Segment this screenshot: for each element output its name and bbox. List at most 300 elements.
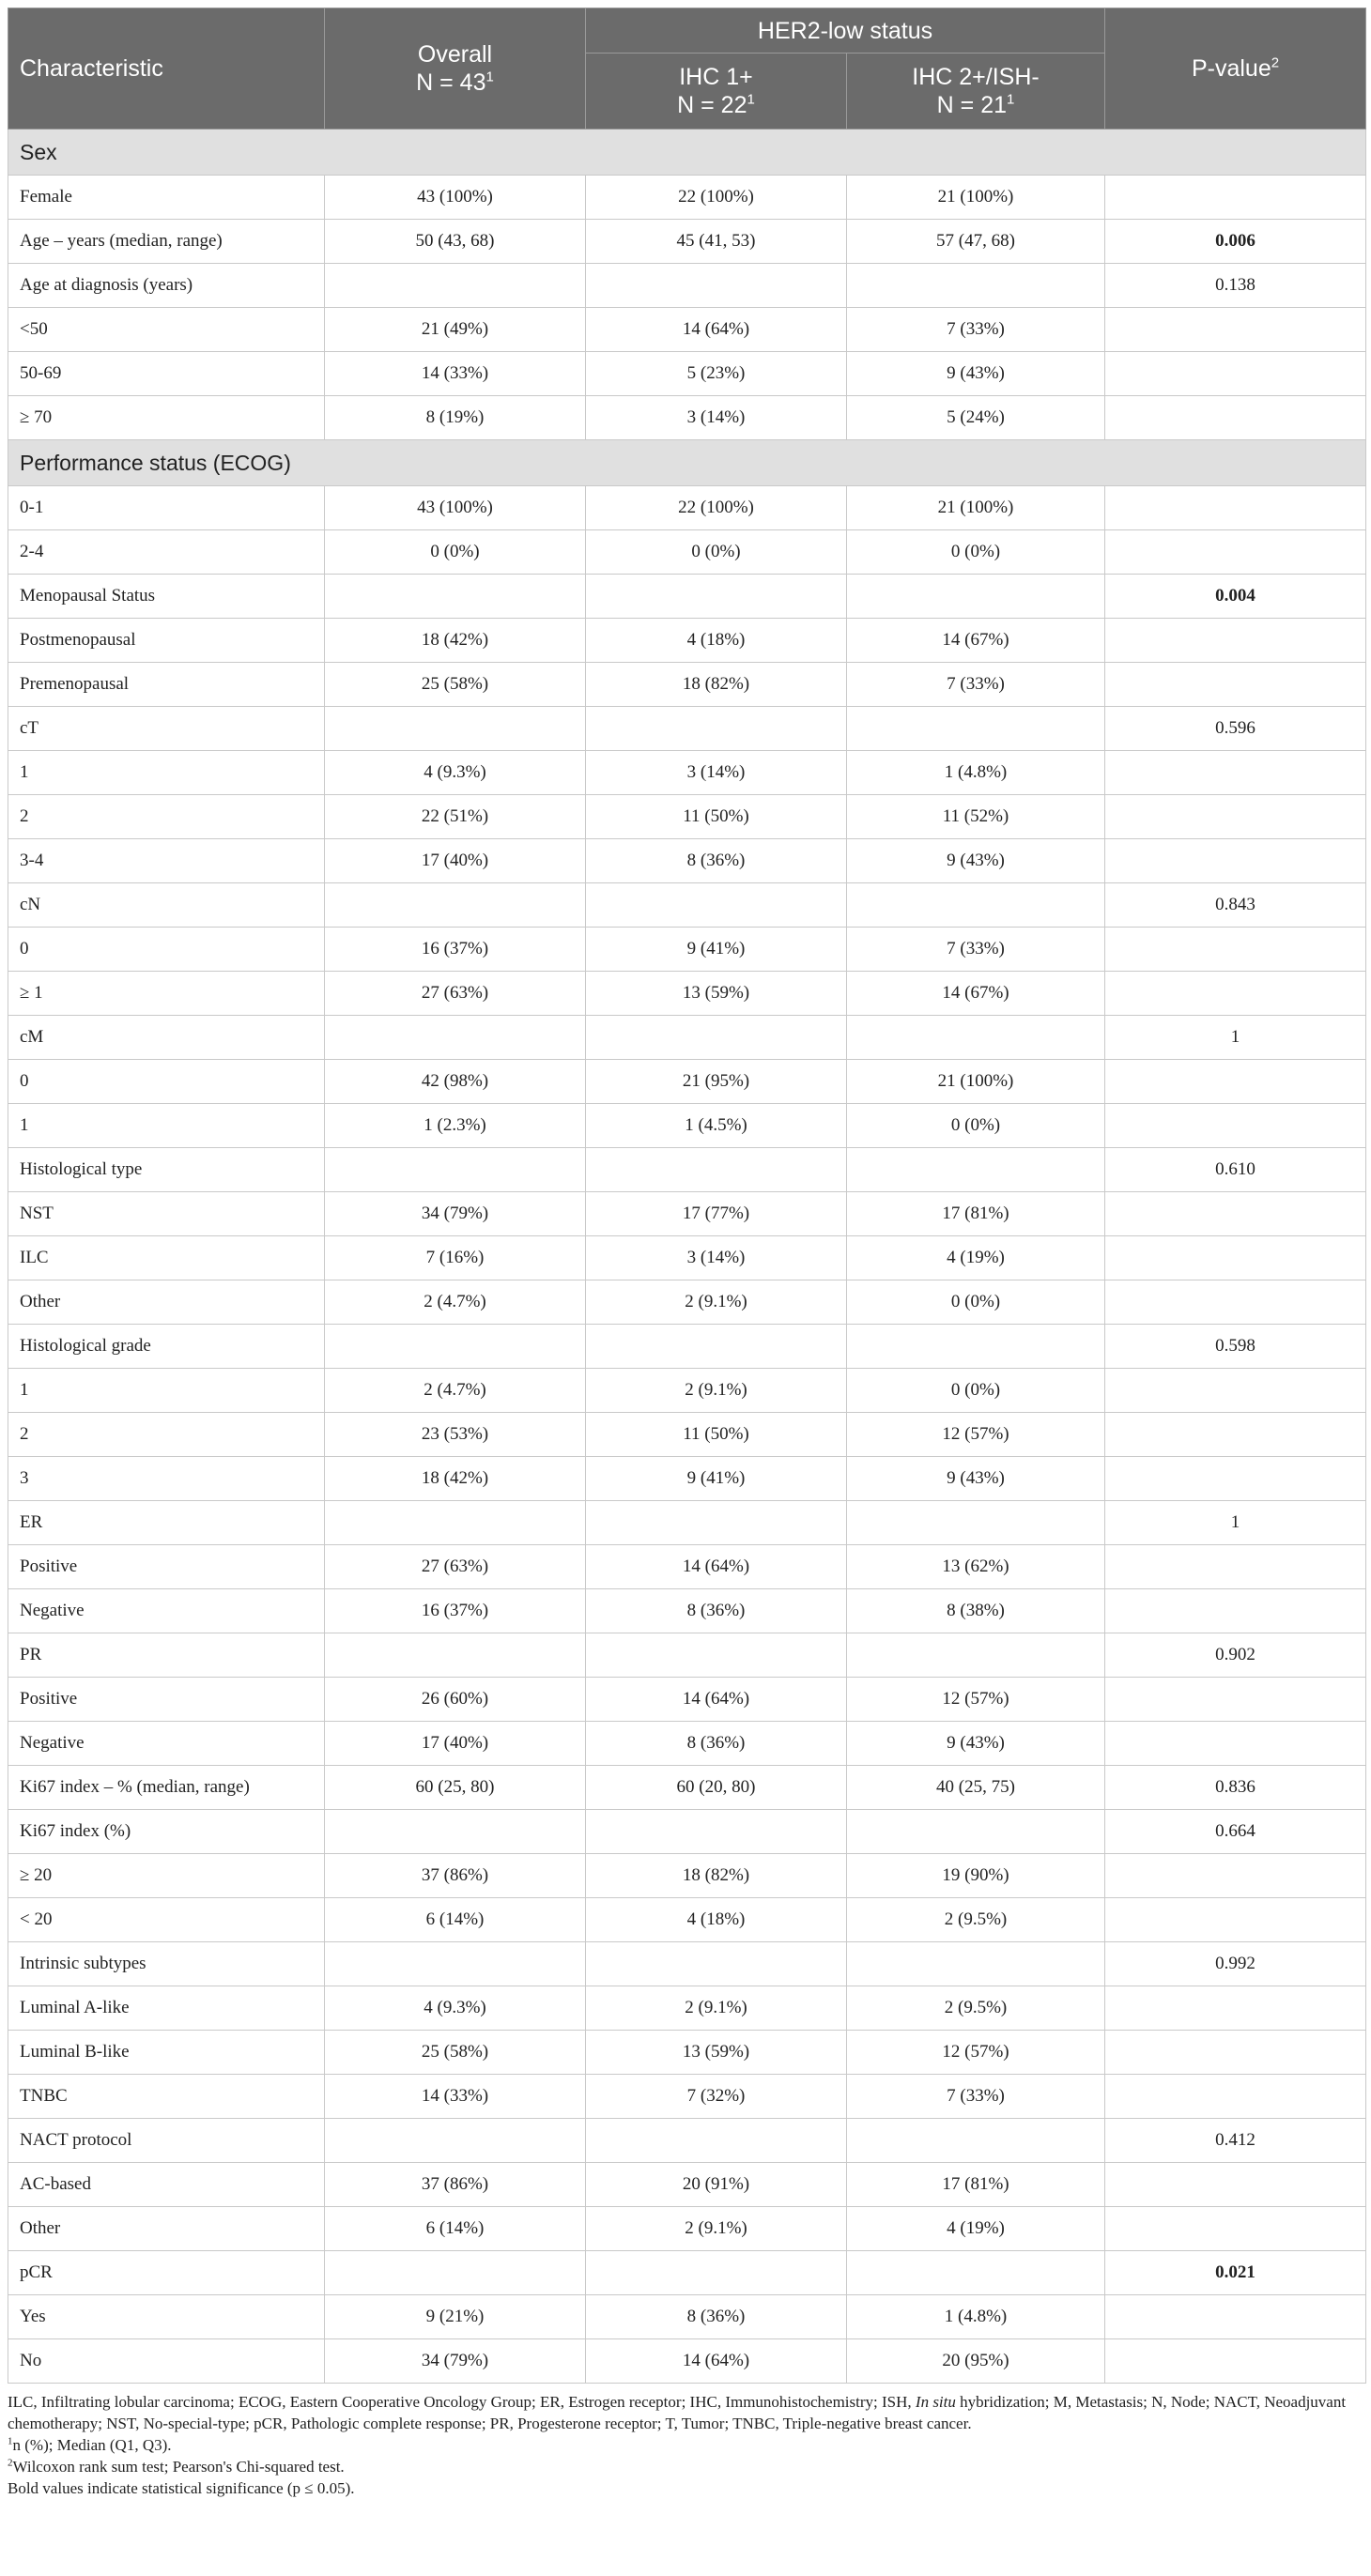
header-ihc1-label: IHC 1+	[679, 64, 753, 90]
table-row	[8, 795, 1366, 839]
row-label: 1	[8, 1104, 325, 1148]
cell-overall	[325, 575, 586, 619]
cell-ihc1: 3 (14%)	[586, 1236, 847, 1280]
cell-ihc1	[586, 2251, 847, 2295]
cell-ihc2	[847, 1016, 1105, 1060]
cell-pvalue	[1105, 352, 1366, 396]
cell-pvalue	[1105, 1986, 1366, 2031]
cell-ihc2: 19 (90%)	[847, 1854, 1105, 1898]
cell-ihc1	[586, 707, 847, 751]
table-row	[8, 1766, 1366, 1810]
table-row	[8, 2207, 1366, 2251]
cell-overall: 25 (58%)	[325, 2031, 586, 2075]
cell-pvalue	[1105, 176, 1366, 220]
cell-overall: 1 (2.3%)	[325, 1104, 586, 1148]
header-overall-label: Overall	[417, 41, 493, 68]
table-container	[8, 8, 1365, 2499]
cell-overall: 42 (98%)	[325, 1060, 586, 1104]
cell-ihc1	[586, 2119, 847, 2163]
cell-overall: 4 (9.3%)	[325, 751, 586, 795]
cell-ihc2: 14 (67%)	[847, 972, 1105, 1016]
table-row	[8, 1589, 1366, 1633]
cell-ihc1: 4 (18%)	[586, 619, 847, 663]
abbreviations-note	[8, 2391, 1365, 2434]
table-row	[8, 1457, 1366, 1501]
header-ihc2-label: IHC 2+/ISH-	[912, 64, 1040, 90]
row-label: Intrinsic subtypes	[8, 1942, 325, 1986]
cell-overall: 7 (16%)	[325, 1236, 586, 1280]
table-row	[8, 1369, 1366, 1413]
cell-pvalue	[1105, 795, 1366, 839]
row-label: Postmenopausal	[8, 619, 325, 663]
cell-ihc1	[586, 575, 847, 619]
cell-ihc1: 13 (59%)	[586, 972, 847, 1016]
table-row	[8, 1898, 1366, 1942]
table-row	[8, 1722, 1366, 1766]
cell-ihc1: 14 (64%)	[586, 308, 847, 352]
cell-overall: 26 (60%)	[325, 1678, 586, 1722]
abbreviations-text-1: ILC, Infiltrating lobular carcinoma; ECOG, Eastern Cooperative Oncology Group; ER, Estrogen receptor; IHC, Immunohistochemistry; ISH,	[8, 2393, 916, 2411]
cell-ihc1: 8 (36%)	[586, 839, 847, 883]
cell-ihc2	[847, 2119, 1105, 2163]
cell-pvalue	[1105, 2031, 1366, 2075]
cell-ihc1: 18 (82%)	[586, 663, 847, 707]
cell-ihc1: 22 (100%)	[586, 486, 847, 530]
cell-pvalue	[1105, 1457, 1366, 1501]
row-label: AC-based	[8, 2163, 325, 2207]
table-row	[8, 1104, 1366, 1148]
table-row	[8, 1545, 1366, 1589]
cell-ihc1: 22 (100%)	[586, 176, 847, 220]
table-row	[8, 1854, 1366, 1898]
cell-overall	[325, 1942, 586, 1986]
cell-ihc2	[847, 1501, 1105, 1545]
row-label: 50-69	[8, 352, 325, 396]
table-row	[8, 1413, 1366, 1457]
footnote-2	[8, 2456, 1365, 2477]
cell-ihc2: 57 (47, 68)	[847, 220, 1105, 264]
cell-ihc2	[847, 707, 1105, 751]
cell-ihc2	[847, 1810, 1105, 1854]
cell-ihc1: 13 (59%)	[586, 2031, 847, 2075]
cell-ihc1: 4 (18%)	[586, 1898, 847, 1942]
cell-pvalue	[1105, 663, 1366, 707]
cell-ihc1: 11 (50%)	[586, 1413, 847, 1457]
cell-ihc1: 9 (41%)	[586, 1457, 847, 1501]
table-row	[8, 1192, 1366, 1236]
cell-pvalue: 0.006	[1105, 220, 1366, 264]
cell-overall	[325, 707, 586, 751]
cell-pvalue	[1105, 1192, 1366, 1236]
cell-overall: 16 (37%)	[325, 1589, 586, 1633]
cell-ihc2	[847, 1325, 1105, 1369]
cell-overall	[325, 2119, 586, 2163]
cell-overall: 4 (9.3%)	[325, 1986, 586, 2031]
table-row	[8, 2163, 1366, 2207]
row-label: Negative	[8, 1589, 325, 1633]
header-characteristic: Characteristic	[8, 8, 325, 130]
cell-pvalue	[1105, 1104, 1366, 1148]
cell-overall	[325, 1148, 586, 1192]
cell-pvalue	[1105, 1369, 1366, 1413]
cell-ihc1	[586, 883, 847, 928]
table-row	[8, 2075, 1366, 2119]
cell-ihc2: 21 (100%)	[847, 176, 1105, 220]
cell-overall	[325, 2251, 586, 2295]
table-row	[8, 883, 1366, 928]
table-row	[8, 751, 1366, 795]
row-label: Positive	[8, 1545, 325, 1589]
row-label: Luminal A-like	[8, 1986, 325, 2031]
cell-pvalue	[1105, 2295, 1366, 2339]
table-row	[8, 1148, 1366, 1192]
cell-pvalue	[1105, 1678, 1366, 1722]
cell-overall	[325, 264, 586, 308]
table-body	[8, 130, 1366, 2384]
cell-pvalue: 0.992	[1105, 1942, 1366, 1986]
cell-pvalue: 0.843	[1105, 883, 1366, 928]
cell-pvalue: 0.596	[1105, 707, 1366, 751]
table-row	[8, 1678, 1366, 1722]
cell-overall: 25 (58%)	[325, 663, 586, 707]
table-row	[8, 2119, 1366, 2163]
header-pvalue-label: P-value	[1191, 55, 1271, 82]
cell-overall: 0 (0%)	[325, 530, 586, 575]
cell-ihc1: 2 (9.1%)	[586, 1369, 847, 1413]
cell-overall: 6 (14%)	[325, 1898, 586, 1942]
cell-ihc1: 8 (36%)	[586, 1722, 847, 1766]
cell-overall: 2 (4.7%)	[325, 1280, 586, 1325]
header-her2-low-status: HER2-low status	[586, 8, 1105, 54]
table-row	[8, 352, 1366, 396]
section-row	[8, 130, 1366, 176]
cell-ihc2: 12 (57%)	[847, 1678, 1105, 1722]
cell-ihc2: 0 (0%)	[847, 1280, 1105, 1325]
cell-ihc1: 2 (9.1%)	[586, 2207, 847, 2251]
table-row	[8, 1501, 1366, 1545]
row-label: 3-4	[8, 839, 325, 883]
table-header	[8, 8, 1366, 130]
footnote-2-marker: 2	[8, 2457, 13, 2469]
cell-ihc1	[586, 1325, 847, 1369]
row-label: NACT protocol	[8, 2119, 325, 2163]
footnotes	[8, 2391, 1365, 2499]
cell-ihc1: 17 (77%)	[586, 1192, 847, 1236]
cell-overall: 9 (21%)	[325, 2295, 586, 2339]
cell-ihc1: 3 (14%)	[586, 751, 847, 795]
cell-overall: 50 (43, 68)	[325, 220, 586, 264]
header-ihc2-n: N = 21	[936, 92, 1008, 118]
cell-ihc2: 0 (0%)	[847, 1104, 1105, 1148]
table-row	[8, 1236, 1366, 1280]
cell-ihc1: 18 (82%)	[586, 1854, 847, 1898]
cell-pvalue	[1105, 2339, 1366, 2384]
footnote-1-text: n (%); Median (Q1, Q3).	[12, 2436, 172, 2454]
row-label: Histological grade	[8, 1325, 325, 1369]
cell-overall: 43 (100%)	[325, 176, 586, 220]
cell-ihc1: 8 (36%)	[586, 1589, 847, 1633]
row-label: NST	[8, 1192, 325, 1236]
cell-ihc2: 9 (43%)	[847, 1722, 1105, 1766]
cell-ihc1: 9 (41%)	[586, 928, 847, 972]
table-row	[8, 1942, 1366, 1986]
row-label: Premenopausal	[8, 663, 325, 707]
row-label: ≥ 20	[8, 1854, 325, 1898]
row-label: < 20	[8, 1898, 325, 1942]
row-label: ≥ 70	[8, 396, 325, 440]
cell-pvalue: 0.021	[1105, 2251, 1366, 2295]
cell-overall: 60 (25, 80)	[325, 1766, 586, 1810]
table-row	[8, 2339, 1366, 2384]
row-label: Ki67 index – % (median, range)	[8, 1766, 325, 1810]
row-label: No	[8, 2339, 325, 2384]
cell-ihc2: 9 (43%)	[847, 839, 1105, 883]
row-label: 2	[8, 1413, 325, 1457]
cell-pvalue: 0.610	[1105, 1148, 1366, 1192]
table-row	[8, 396, 1366, 440]
row-label: Yes	[8, 2295, 325, 2339]
cell-overall: 22 (51%)	[325, 795, 586, 839]
cell-pvalue	[1105, 619, 1366, 663]
cell-pvalue: 0.598	[1105, 1325, 1366, 1369]
cell-ihc1: 14 (64%)	[586, 2339, 847, 2384]
cell-ihc2	[847, 1942, 1105, 1986]
cell-ihc2: 4 (19%)	[847, 1236, 1105, 1280]
cell-pvalue	[1105, 839, 1366, 883]
cell-ihc2: 17 (81%)	[847, 2163, 1105, 2207]
table-row	[8, 707, 1366, 751]
footnote-1-marker: 1	[8, 2435, 13, 2447]
cell-ihc2: 7 (33%)	[847, 928, 1105, 972]
cell-ihc1: 2 (9.1%)	[586, 1986, 847, 2031]
cell-ihc2: 7 (33%)	[847, 2075, 1105, 2119]
cell-overall	[325, 1501, 586, 1545]
row-label: Menopausal Status	[8, 575, 325, 619]
cell-pvalue	[1105, 1413, 1366, 1457]
table-row	[8, 176, 1366, 220]
table-row	[8, 2251, 1366, 2295]
table-row	[8, 1060, 1366, 1104]
cell-overall: 2 (4.7%)	[325, 1369, 586, 1413]
cell-ihc1	[586, 264, 847, 308]
cell-pvalue	[1105, 751, 1366, 795]
cell-overall: 14 (33%)	[325, 2075, 586, 2119]
row-label: 0	[8, 1060, 325, 1104]
cell-ihc1: 1 (4.5%)	[586, 1104, 847, 1148]
cell-overall: 37 (86%)	[325, 1854, 586, 1898]
cell-ihc2: 14 (67%)	[847, 619, 1105, 663]
cell-ihc2: 2 (9.5%)	[847, 1898, 1105, 1942]
cell-ihc2: 2 (9.5%)	[847, 1986, 1105, 2031]
cell-ihc1	[586, 1633, 847, 1678]
cell-overall: 17 (40%)	[325, 839, 586, 883]
cell-pvalue: 0.902	[1105, 1633, 1366, 1678]
header-overall	[325, 8, 586, 130]
header-ihc1-n: N = 22	[677, 92, 747, 118]
footnote-marker-2: 2	[1271, 54, 1280, 71]
table-row	[8, 1633, 1366, 1678]
footnote-marker-1: 1	[747, 91, 755, 108]
cell-pvalue: 0.412	[1105, 2119, 1366, 2163]
cell-overall: 34 (79%)	[325, 1192, 586, 1236]
abbreviations-text-2: hybridization; M, Metastasis; N, Node; NACT, Neoadjuvant chemotherapy; NST, No-special-type; pCR, Pathologic complete response; PR, Progesterone receptor; T, Tumor; TNBC, Triple-negative breast cancer.	[8, 2393, 1347, 2432]
cell-pvalue	[1105, 1060, 1366, 1104]
row-label: 2-4	[8, 530, 325, 575]
cell-ihc1: 60 (20, 80)	[586, 1766, 847, 1810]
cell-pvalue: 0.664	[1105, 1810, 1366, 1854]
table-row	[8, 619, 1366, 663]
table-row	[8, 1986, 1366, 2031]
cell-overall: 23 (53%)	[325, 1413, 586, 1457]
row-label: Histological type	[8, 1148, 325, 1192]
footnote-1	[8, 2434, 1365, 2456]
row-label: 1	[8, 1369, 325, 1413]
table-row	[8, 972, 1366, 1016]
table-row	[8, 928, 1366, 972]
cell-pvalue	[1105, 486, 1366, 530]
table-row	[8, 1016, 1366, 1060]
cell-ihc2	[847, 575, 1105, 619]
cell-pvalue	[1105, 1854, 1366, 1898]
abbreviations-italic: In situ	[915, 2393, 956, 2411]
cell-ihc1: 7 (32%)	[586, 2075, 847, 2119]
cell-ihc1: 2 (9.1%)	[586, 1280, 847, 1325]
cell-ihc2	[847, 264, 1105, 308]
header-ihc1	[586, 54, 847, 130]
cell-overall: 43 (100%)	[325, 486, 586, 530]
row-label: Age at diagnosis (years)	[8, 264, 325, 308]
cell-overall: 16 (37%)	[325, 928, 586, 972]
table-row	[8, 486, 1366, 530]
row-label: Positive	[8, 1678, 325, 1722]
cell-overall: 8 (19%)	[325, 396, 586, 440]
header-pvalue	[1105, 8, 1366, 130]
cell-ihc2: 17 (81%)	[847, 1192, 1105, 1236]
cell-ihc2	[847, 1148, 1105, 1192]
cell-pvalue: 0.004	[1105, 575, 1366, 619]
row-label: Age – years (median, range)	[8, 220, 325, 264]
cell-ihc1: 11 (50%)	[586, 795, 847, 839]
header-ihc2	[847, 54, 1105, 130]
cell-overall	[325, 1016, 586, 1060]
row-label: Other	[8, 2207, 325, 2251]
cell-pvalue: 0.138	[1105, 264, 1366, 308]
table-row	[8, 1810, 1366, 1854]
footnote-marker-1: 1	[1007, 91, 1015, 108]
cell-ihc1: 0 (0%)	[586, 530, 847, 575]
cell-ihc1	[586, 1810, 847, 1854]
row-label: ILC	[8, 1236, 325, 1280]
cell-ihc2: 11 (52%)	[847, 795, 1105, 839]
cell-ihc1: 5 (23%)	[586, 352, 847, 396]
cell-pvalue	[1105, 928, 1366, 972]
row-label: Negative	[8, 1722, 325, 1766]
cell-ihc1	[586, 1016, 847, 1060]
cell-ihc2: 1 (4.8%)	[847, 2295, 1105, 2339]
cell-overall: 14 (33%)	[325, 352, 586, 396]
cell-ihc1	[586, 1148, 847, 1192]
cell-overall: 6 (14%)	[325, 2207, 586, 2251]
cell-ihc2: 13 (62%)	[847, 1545, 1105, 1589]
cell-pvalue	[1105, 2207, 1366, 2251]
cell-ihc2: 12 (57%)	[847, 1413, 1105, 1457]
cell-ihc2	[847, 1633, 1105, 1678]
cell-overall: 27 (63%)	[325, 1545, 586, 1589]
cell-ihc2: 21 (100%)	[847, 1060, 1105, 1104]
row-label: 3	[8, 1457, 325, 1501]
cell-pvalue	[1105, 1722, 1366, 1766]
cell-ihc1	[586, 1501, 847, 1545]
header-overall-n: N = 43	[416, 69, 486, 96]
cell-ihc1: 14 (64%)	[586, 1678, 847, 1722]
row-label: 0	[8, 928, 325, 972]
row-label: 0-1	[8, 486, 325, 530]
cell-ihc2	[847, 2251, 1105, 2295]
cell-overall: 17 (40%)	[325, 1722, 586, 1766]
cell-pvalue	[1105, 396, 1366, 440]
cell-overall: 21 (49%)	[325, 308, 586, 352]
table-row	[8, 308, 1366, 352]
cell-ihc1: 8 (36%)	[586, 2295, 847, 2339]
cell-overall: 18 (42%)	[325, 1457, 586, 1501]
cell-pvalue	[1105, 1280, 1366, 1325]
row-label: Female	[8, 176, 325, 220]
cell-ihc2: 0 (0%)	[847, 1369, 1105, 1413]
cell-pvalue	[1105, 308, 1366, 352]
row-label: Luminal B-like	[8, 2031, 325, 2075]
footnote-3: Bold values indicate statistical significance (p ≤ 0.05).	[8, 2479, 355, 2497]
cell-ihc2: 7 (33%)	[847, 663, 1105, 707]
cell-ihc1	[586, 1942, 847, 1986]
table-row	[8, 220, 1366, 264]
section-label: Performance status (ECOG)	[8, 440, 1366, 486]
table-row	[8, 663, 1366, 707]
table-row	[8, 1280, 1366, 1325]
cell-ihc1: 14 (64%)	[586, 1545, 847, 1589]
row-label: ER	[8, 1501, 325, 1545]
cell-ihc2: 4 (19%)	[847, 2207, 1105, 2251]
cell-overall	[325, 1810, 586, 1854]
cell-overall	[325, 1325, 586, 1369]
cell-ihc2	[847, 883, 1105, 928]
table-row	[8, 1325, 1366, 1369]
footnote-2-text: Wilcoxon rank sum test; Pearson's Chi-squared test.	[12, 2458, 345, 2476]
table-row	[8, 575, 1366, 619]
cell-ihc2: 21 (100%)	[847, 486, 1105, 530]
row-label: Ki67 index (%)	[8, 1810, 325, 1854]
cell-pvalue	[1105, 2075, 1366, 2119]
table-row	[8, 2295, 1366, 2339]
row-label: cT	[8, 707, 325, 751]
cell-pvalue	[1105, 2163, 1366, 2207]
row-label: PR	[8, 1633, 325, 1678]
cell-overall	[325, 883, 586, 928]
cell-ihc1: 20 (91%)	[586, 2163, 847, 2207]
cell-ihc2: 0 (0%)	[847, 530, 1105, 575]
cell-overall: 34 (79%)	[325, 2339, 586, 2384]
row-label: ≥ 1	[8, 972, 325, 1016]
cell-ihc2: 12 (57%)	[847, 2031, 1105, 2075]
cell-pvalue	[1105, 1236, 1366, 1280]
cell-pvalue: 1	[1105, 1501, 1366, 1545]
footnote-marker-1: 1	[485, 69, 494, 85]
cell-overall: 18 (42%)	[325, 619, 586, 663]
row-label: 1	[8, 751, 325, 795]
cell-ihc2: 8 (38%)	[847, 1589, 1105, 1633]
characteristics-table	[8, 8, 1366, 2384]
cell-ihc2: 7 (33%)	[847, 308, 1105, 352]
row-label: <50	[8, 308, 325, 352]
